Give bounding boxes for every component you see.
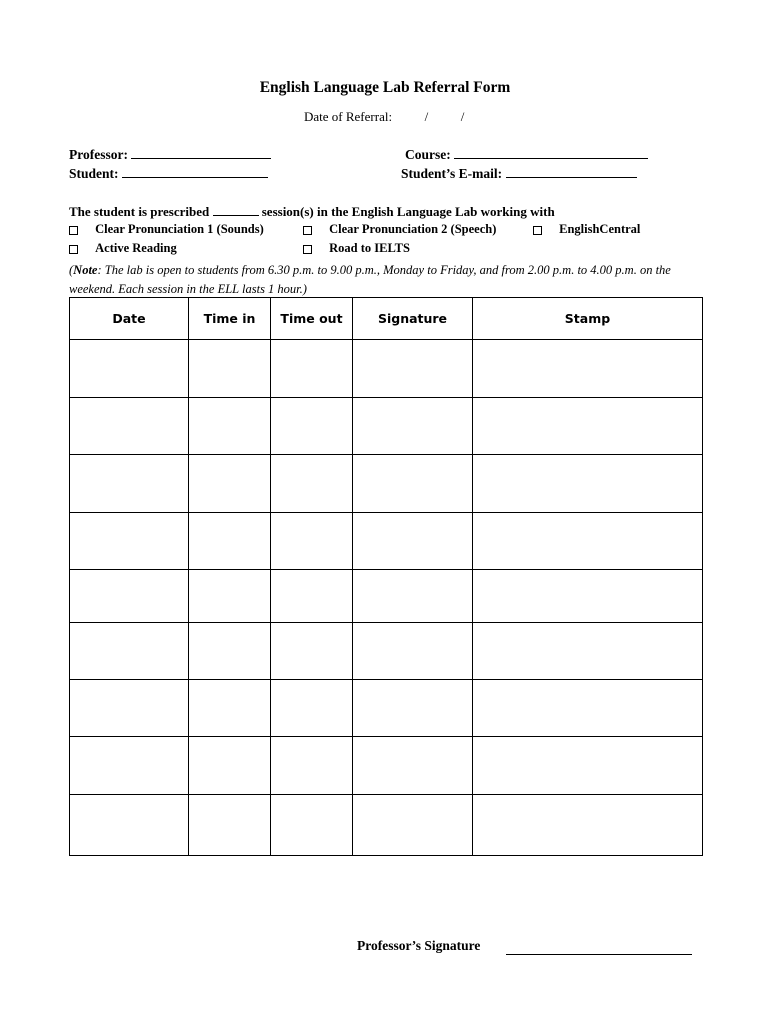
professor-signature-line[interactable] (506, 954, 692, 955)
stamp-cell[interactable] (473, 680, 703, 737)
table-row (70, 513, 703, 570)
professor-label: Professor: (69, 147, 128, 162)
sessions-blank[interactable] (213, 203, 259, 216)
time-in-cell[interactable] (189, 680, 271, 737)
table-row (70, 795, 703, 856)
checkbox-icon[interactable] (303, 245, 312, 254)
professor-blank[interactable] (131, 146, 271, 159)
student-blank[interactable] (122, 165, 268, 178)
signature-cell[interactable] (353, 455, 473, 513)
time-in-cell[interactable] (189, 570, 271, 623)
professor-field[interactable] (69, 146, 271, 163)
time-in-cell[interactable] (189, 623, 271, 680)
time-out-cell[interactable] (271, 680, 353, 737)
option-label: Active Reading (95, 241, 177, 255)
stamp-cell[interactable] (473, 513, 703, 570)
date-cell[interactable] (70, 513, 189, 570)
time-in-cell[interactable] (189, 737, 271, 795)
time-out-cell[interactable] (271, 570, 353, 623)
time-out-cell[interactable] (271, 340, 353, 398)
time-out-cell[interactable] (271, 737, 353, 795)
date-of-referral-label: Date of Referral: (304, 109, 393, 124)
signature-cell[interactable] (353, 795, 473, 856)
table-row (70, 455, 703, 513)
date-separator: / (460, 109, 465, 124)
header-signature: Signature (353, 298, 473, 340)
table-header-row (70, 298, 703, 340)
date-cell[interactable] (70, 398, 189, 455)
date-cell[interactable] (70, 570, 189, 623)
time-in-cell[interactable] (189, 398, 271, 455)
student-email-field[interactable] (401, 165, 637, 182)
student-email-label: Student’s E-mail: (401, 166, 503, 181)
table-row (70, 398, 703, 455)
option-road-to-ielts[interactable] (303, 241, 410, 256)
table-row (70, 680, 703, 737)
time-out-cell[interactable] (271, 513, 353, 570)
signature-cell[interactable] (353, 680, 473, 737)
signature-cell[interactable] (353, 513, 473, 570)
signature-cell[interactable] (353, 570, 473, 623)
option-label: Clear Pronunciation 1 (Sounds) (95, 222, 264, 236)
course-blank[interactable] (454, 146, 648, 159)
time-out-cell[interactable] (271, 398, 353, 455)
signature-cell[interactable] (353, 340, 473, 398)
option-label: EnglishCentral (559, 222, 641, 236)
header-stamp: Stamp (473, 298, 703, 340)
form-title: English Language Lab Referral Form (259, 79, 511, 96)
option-label: Clear Pronunciation 2 (Speech) (329, 222, 497, 236)
stamp-cell[interactable] (473, 340, 703, 398)
option-clear-pronunciation-1[interactable] (69, 222, 264, 237)
table-row (70, 737, 703, 795)
date-cell[interactable] (70, 680, 189, 737)
prescription-line (69, 203, 555, 220)
option-englishcentral[interactable] (533, 222, 640, 237)
header-time-in: Time in (189, 298, 271, 340)
checkbox-icon[interactable] (69, 226, 78, 235)
time-in-cell[interactable] (189, 513, 271, 570)
stamp-cell[interactable] (473, 737, 703, 795)
professor-signature-label: Professor’s Signature (357, 938, 481, 953)
date-cell[interactable] (70, 737, 189, 795)
date-cell[interactable] (70, 795, 189, 856)
table-row (70, 570, 703, 623)
checkbox-icon[interactable] (533, 226, 542, 235)
course-label: Course: (405, 147, 451, 162)
note-text: : The lab is open to students from 6.30 p.m. to 9.00 p.m., Monday to Friday, and from 2.00 p.m. to 4.00 p.m. on the weekend. Each session in the ELL lasts 1 hour.) (69, 263, 671, 296)
note-open-paren: ( (69, 263, 74, 277)
header-time-out: Time out (271, 298, 353, 340)
time-in-cell[interactable] (189, 340, 271, 398)
date-cell[interactable] (70, 340, 189, 398)
option-active-reading[interactable] (69, 241, 177, 256)
stamp-cell[interactable] (473, 398, 703, 455)
time-in-cell[interactable] (189, 455, 271, 513)
header-date: Date (70, 298, 189, 340)
time-out-cell[interactable] (271, 795, 353, 856)
course-field[interactable] (405, 146, 648, 163)
signature-cell[interactable] (353, 623, 473, 680)
date-separator: / (424, 109, 429, 124)
table-row (70, 623, 703, 680)
session-log-table (69, 297, 703, 856)
prescription-tail: session(s) in the English Language Lab working with (261, 204, 555, 219)
lab-hours-note (69, 261, 709, 299)
stamp-cell[interactable] (473, 795, 703, 856)
time-out-cell[interactable] (271, 455, 353, 513)
prescription-lead: The student is prescribed (69, 204, 210, 219)
time-out-cell[interactable] (271, 623, 353, 680)
stamp-cell[interactable] (473, 455, 703, 513)
option-label: Road to IELTS (329, 241, 410, 255)
stamp-cell[interactable] (473, 570, 703, 623)
note-label: Note (73, 263, 98, 277)
date-of-referral (304, 109, 464, 125)
checkbox-icon[interactable] (303, 226, 312, 235)
student-email-blank[interactable] (506, 165, 637, 178)
table-row (70, 340, 703, 398)
signature-cell[interactable] (353, 737, 473, 795)
date-cell[interactable] (70, 623, 189, 680)
option-clear-pronunciation-2[interactable] (303, 222, 496, 237)
time-in-cell[interactable] (189, 795, 271, 856)
student-field[interactable] (69, 165, 268, 182)
student-label: Student: (69, 166, 119, 181)
stamp-cell[interactable] (473, 623, 703, 680)
date-cell[interactable] (70, 455, 189, 513)
signature-cell[interactable] (353, 398, 473, 455)
checkbox-icon[interactable] (69, 245, 78, 254)
